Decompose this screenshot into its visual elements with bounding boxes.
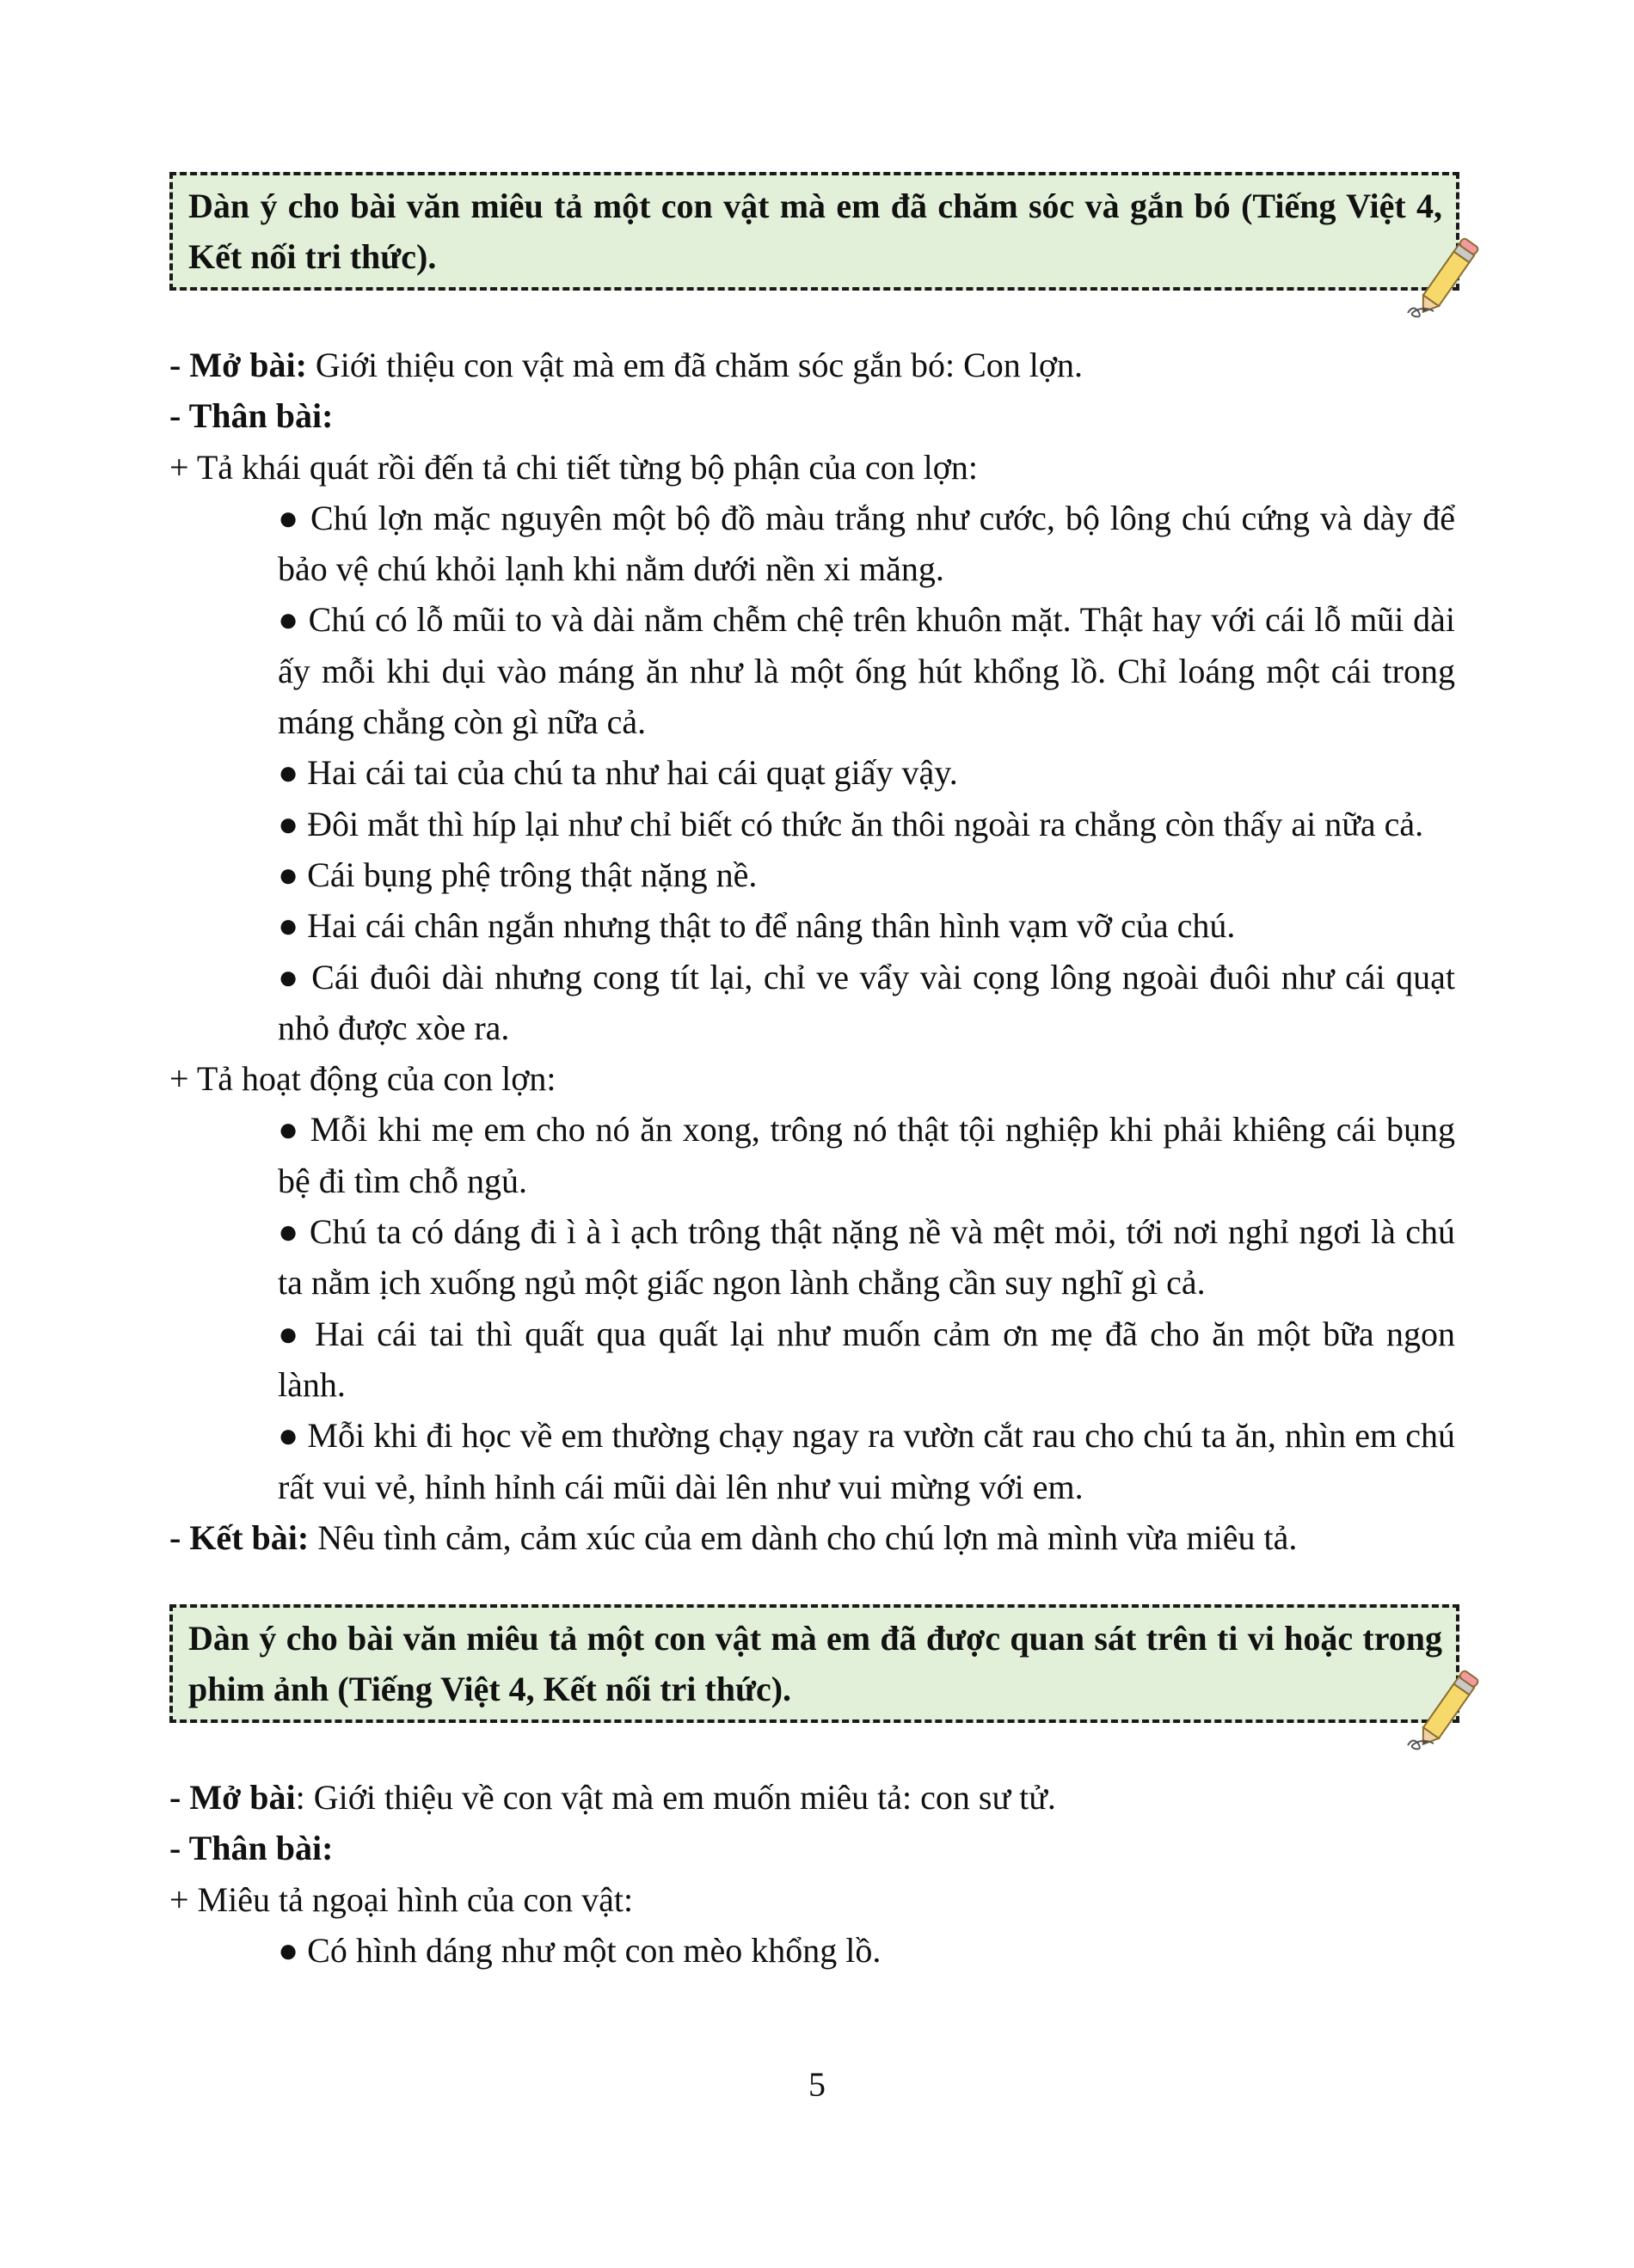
list-item: ● Mỗi khi đi học về em thường chạy ngay ra vườn cắt rau cho chú ta ăn, nhìn em chú rất vui vẻ, hỉnh hỉnh cái mũi dài lên như vui mừng với em. xyxy=(278,1416,1455,1506)
section-1-part1-intro: + Tả khái quát rồi đến tả chi tiết từng bộ phận của con lợn: xyxy=(169,447,978,487)
mo-bai-text: : Giới thiệu về con vật mà em muốn miêu tả: con sư tử. xyxy=(295,1778,1056,1817)
list-item: ● Hai cái tai thì quất qua quất lại như muốn cảm ơn mẹ đã cho ăn một bữa ngon lành. xyxy=(278,1314,1455,1404)
list-item: ● Cái bụng phệ trông thật nặng nề. xyxy=(278,855,758,894)
section-2-part1-intro: + Miêu tả ngoại hình của con vật: xyxy=(169,1879,634,1919)
mo-bai-text: Giới thiệu con vật mà em đã chăm sóc gắn bó: Con lợn. xyxy=(306,346,1084,384)
document-content xyxy=(169,172,1455,1976)
section-2-mo-bai xyxy=(169,1772,1455,1823)
list-item: ● Đôi mắt thì híp lại như chỉ biết có thức ăn thôi ngoài ra chẳng còn thấy ai nữa cả. xyxy=(278,804,1424,843)
section-1-than-bai-label: - Thân bài: xyxy=(169,396,334,436)
list-item: ● Hai cái tai của chú ta như hai cái quạt giấy vậy. xyxy=(278,753,958,793)
section-2-heading-text: Dàn ý cho bài văn miêu tả một con vật mà em đã được quan sát trên ti vi hoặc trong phim ảnh (Tiếng Việt 4, Kết nối tri thức). xyxy=(188,1619,1442,1709)
pencil-icon xyxy=(1401,229,1496,323)
section-1-ket-bai xyxy=(169,1512,1455,1563)
mo-bai-label: - Mở bài xyxy=(169,1778,296,1817)
section-2-than-bai-label: - Thân bài: xyxy=(169,1829,334,1868)
section-1-part2-intro: + Tả hoạt động của con lợn: xyxy=(169,1059,556,1099)
pencil-icon xyxy=(1401,1661,1496,1756)
list-item: ● Chú ta có dáng đi ì à ì ạch trông thật nặng nề và mệt mỏi, tới nơi nghỉ ngơi là chú ta nằm ịch xuống ngủ một giấc ngon lành chẳng cần suy nghĩ gì cả. xyxy=(278,1212,1455,1303)
list-item: ● Có hình dáng như một con mèo khổng lồ. xyxy=(278,1931,882,1971)
list-item: ● Mỗi khi mẹ em cho nó ăn xong, trông nó thật tội nghiệp khi phải khiêng cái bụng bệ đi tìm chỗ ngủ. xyxy=(278,1110,1455,1200)
ket-bai-text: Nêu tình cảm, cảm xúc của em dành cho chú lợn mà mình vừa miêu tả. xyxy=(309,1517,1298,1557)
mo-bai-label: - Mở bài: xyxy=(169,346,307,384)
ket-bai-label: - Kết bài: xyxy=(169,1517,310,1557)
section-1-mo-bai xyxy=(169,340,1455,390)
section-1-heading xyxy=(169,172,1459,291)
section-1-heading-text: Dàn ý cho bài văn miêu tả một con vật mà em đã chăm sóc và gắn bó (Tiếng Việt 4, Kết nối tri thức). xyxy=(188,187,1442,276)
list-item: ● Hai cái chân ngắn nhưng thật to để nâng thân hình vạm vỡ của chú. xyxy=(278,906,1236,946)
list-item: ● Cái đuôi dài nhưng cong tít lại, chỉ ve vẩy vài cọng lông ngoài đuôi như cái quạt nhỏ được xòe ra. xyxy=(278,957,1455,1047)
list-item: ● Chú lợn mặc nguyên một bộ đồ màu trắng như cước, bộ lông chú cứng và dày để bảo vệ chú khỏi lạnh khi nằm dưới nền xi măng. xyxy=(278,498,1455,589)
page-number: 5 xyxy=(808,2065,826,2104)
section-2-heading xyxy=(169,1604,1459,1723)
list-item: ● Chú có lỗ mũi to và dài nằm chễm chệ trên khuôn mặt. Thật hay với cái lỗ mũi dài ấy mỗi khi dụi vào máng ăn như là một ống hút khổng lồ. Chỉ loáng một cái trong máng chẳng còn gì nữa cả. xyxy=(278,600,1455,742)
